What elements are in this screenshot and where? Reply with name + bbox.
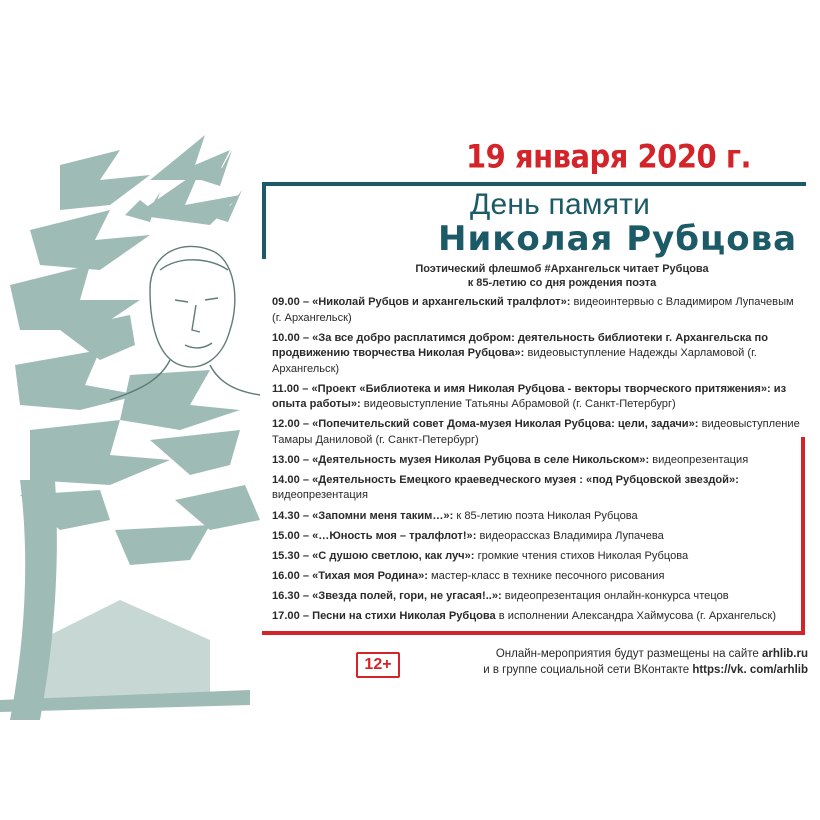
house-sketch bbox=[40, 600, 210, 700]
footer-note bbox=[428, 646, 808, 678]
schedule-item: 14.30 – «Запомни меня таким…»: к 85-летию поэта Николая Рубцова bbox=[272, 509, 638, 522]
subtitle-line-2: к 85-летию со дня рождения поэта bbox=[467, 277, 657, 289]
schedule-item: 17.00 – Песни на стихи Николая Рубцова в исполнении Александра Хаймусова (г. Архангельск) bbox=[272, 610, 777, 623]
frame-line-bottom bbox=[262, 631, 805, 635]
site-link[interactable]: arhlib.ru bbox=[761, 648, 808, 660]
footer-line-1: Онлайн-мероприятия будут размещены на сайте arhlib.ru bbox=[495, 648, 808, 660]
title-line-2: Николая Рубцова bbox=[438, 219, 798, 259]
vk-link[interactable]: https://vk. com/arhlib bbox=[692, 664, 808, 676]
title-line-1: День памяти bbox=[470, 188, 651, 221]
subtitle-line-1: Поэтический флешмоб #Архангельск читает Рубцова bbox=[415, 263, 709, 275]
frame-line-left bbox=[262, 182, 266, 259]
schedule-item: 16.00 – «Тихая моя Родина»: мастер-класс в технике песочного рисования bbox=[272, 569, 665, 582]
footer-line-2: и в группе социальной сети ВКонтакте https://vk. com/arhlib bbox=[483, 664, 808, 676]
schedule-item: 11.00 – «Проект «Библиотека и имя Николая Рубцова - векторы творческого притяжения»: из опыта работы»: видеовыступление Татьяны Абрамовой (г. Санкт-Петербург) bbox=[272, 382, 787, 411]
schedule-item: 10.00 – «За все добро расплатимся добром: деятельность библиотеки г. Архангельска по продвижению творчества Николая Рубцова»: видеовыступление Надежды Харламовой (г. Архангельск) bbox=[272, 331, 768, 375]
age-rating-badge: 12+ bbox=[356, 652, 400, 678]
schedule-item: 14.00 – «Деятельность Емецкого краеведческого музея : «под Рубцовской звездой»: видеопрезентация bbox=[272, 473, 739, 502]
schedule-item: 16.30 – «Звезда полей, гори, не угасая!..»: видеопрезентация онлайн-конкурса чтецов bbox=[272, 589, 729, 602]
portrait-sketch bbox=[150, 246, 235, 367]
schedule-item: 12.00 – «Попечительский совет Дома-музея Николая Рубцова: цели, задачи»: видеовыступление Тамары Даниловой (г. Санкт-Петербург) bbox=[272, 418, 800, 446]
event-date: 19 января 2020 г. bbox=[466, 138, 751, 176]
frame-line-top bbox=[262, 182, 806, 186]
schedule-item: 13.00 – «Деятельность музея Николая Рубцова в селе Никольском»: видеопрезентация bbox=[272, 453, 749, 466]
schedule-item: 15.30 – «С душою светлою, как луч»: громкие чтения стихов Николая Рубцова bbox=[272, 549, 689, 562]
schedule-item: 09.00 – «Николай Рубцов и архангельский тралфлот»: видеоинтервью с Владимиром Лупачевым (г. Архангельск) bbox=[272, 296, 794, 324]
schedule-item: 15.00 – «…Юность моя – тралфлот!»: видеорассказ Владимира Лупачева bbox=[272, 529, 664, 542]
schedule-list bbox=[272, 295, 802, 629]
